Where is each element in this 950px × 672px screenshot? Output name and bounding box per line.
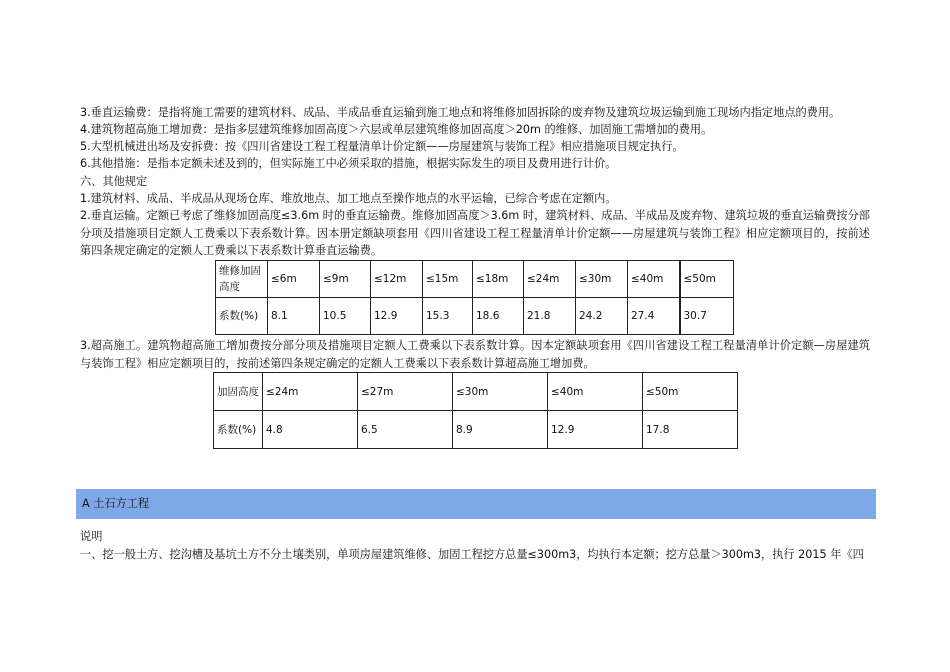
table-cell: ≤40m — [628, 261, 680, 298]
table-cell: ≤9m — [320, 261, 371, 298]
table-cell: ≤12m — [371, 261, 423, 298]
paragraph-horizontal-transport: 1.建筑材料、成品、半成品从现场仓库、堆放地点、加工地点至操作地点的水平运输，已综合考虑在定额内。 — [80, 192, 617, 205]
paragraph-super-height-rule: 3.超高施工。建筑物超高施工增加费按分部分项及措施项目定额人工费乘以下表系数计算。因本定额缺项套用《四川省建设工程工程量清单计价定额—房屋建筑与装饰工程》相应定额项目的，按前述第四条规定确定的定额人工费乘以下表系数计算超高施工增加费。 — [80, 339, 870, 370]
table-row — [214, 411, 738, 449]
table-cell: 30.7 — [680, 298, 734, 335]
table-cell: 6.5 — [358, 411, 453, 449]
table-row — [214, 373, 738, 411]
table-cell: 8.1 — [268, 298, 320, 335]
paragraph-vertical-transport-rule: 2.垂直运输。定额已考虑了维修加固高度≤3.6m 时的垂直运输费。维修加固高度＞3.6m 时，建筑材料、成品、半成品及废弃物、建筑垃圾的垂直运输费按分部分项及措施项目定额人工费乘以下表系数计算。因本册定额缺项套用《四川省建设工程工程量清单计价定额——房屋建筑与装饰工程》相应定额项目的，按前述第四条规定确定的定额人工费乘以下表系数计算垂直运输费。 — [80, 209, 870, 257]
table-row — [216, 261, 734, 298]
section-title: A 土石方工程 — [82, 497, 150, 510]
table-row — [216, 298, 734, 335]
table-cell: ≤18m — [473, 261, 524, 298]
paragraph-other-measures: 6.其他措施：是指本定额未述及到的，但实际施工中必须采取的措施，根据实际发生的项目及费用进行计价。 — [80, 157, 617, 170]
table-cell: ≤27m — [358, 373, 453, 411]
vertical-transport-coefficient-table — [215, 260, 734, 335]
table-cell: ≤6m — [268, 261, 320, 298]
heading-other-rules: 六、其他规定 — [80, 175, 148, 188]
table-cell: ≤15m — [423, 261, 473, 298]
table-row-header: 加固高度 — [214, 373, 263, 411]
paragraph-vertical-transport-fee: 3.垂直运输费：是指将施工需要的建筑材料、成品、半成品垂直运输到施工地点和将维修加固拆除的废弃物及建筑垃圾运输到施工现场内指定地点的费用。 — [80, 106, 841, 119]
table-row-header: 系数(%) — [214, 411, 263, 449]
table-row-header: 系数(%) — [216, 298, 268, 335]
table-cell: 4.8 — [263, 411, 358, 449]
table-cell: ≤50m — [643, 373, 738, 411]
table-cell: ≤30m — [576, 261, 628, 298]
table-cell: 17.8 — [643, 411, 738, 449]
super-height-coefficient-table — [213, 372, 738, 449]
table-cell: ≤50m — [680, 261, 734, 298]
table-cell: ≤40m — [548, 373, 643, 411]
paragraph-earthwork-rule: 一、挖一般土方、挖沟槽及基坑土方不分土壤类别，单项房屋建筑维修、加固工程挖方总量≤300m3，均执行本定额；挖方总量＞300m3，执行 2015 年《四 — [80, 548, 864, 561]
table-cell: 12.9 — [548, 411, 643, 449]
table-cell: ≤24m — [263, 373, 358, 411]
table-cell: 8.9 — [453, 411, 548, 449]
table-cell: ≤24m — [524, 261, 576, 298]
table-cell: 24.2 — [576, 298, 628, 335]
table-cell: 10.5 — [320, 298, 371, 335]
section-header-bar — [76, 489, 876, 519]
heading-explanation: 说明 — [80, 530, 103, 543]
table-cell: ≤30m — [453, 373, 548, 411]
table-cell: 21.8 — [524, 298, 576, 335]
table-cell: 12.9 — [371, 298, 423, 335]
table-cell: 18.6 — [473, 298, 524, 335]
table-cell: 15.3 — [423, 298, 473, 335]
paragraph-large-machinery-fee: 5.大型机械进出场及安拆费：按《四川省建设工程工程量清单计价定额——房屋建筑与装饰工程》相应措施项目规定执行。 — [80, 140, 684, 153]
table-row-header: 维修加固高度 — [216, 261, 268, 298]
table-cell: 27.4 — [628, 298, 680, 335]
paragraph-super-height-fee: 4.建筑物超高施工增加费：是指多层建筑维修加固高度＞六层或单层建筑维修加固高度＞20m 的维修、加固施工需增加的费用。 — [80, 123, 713, 136]
